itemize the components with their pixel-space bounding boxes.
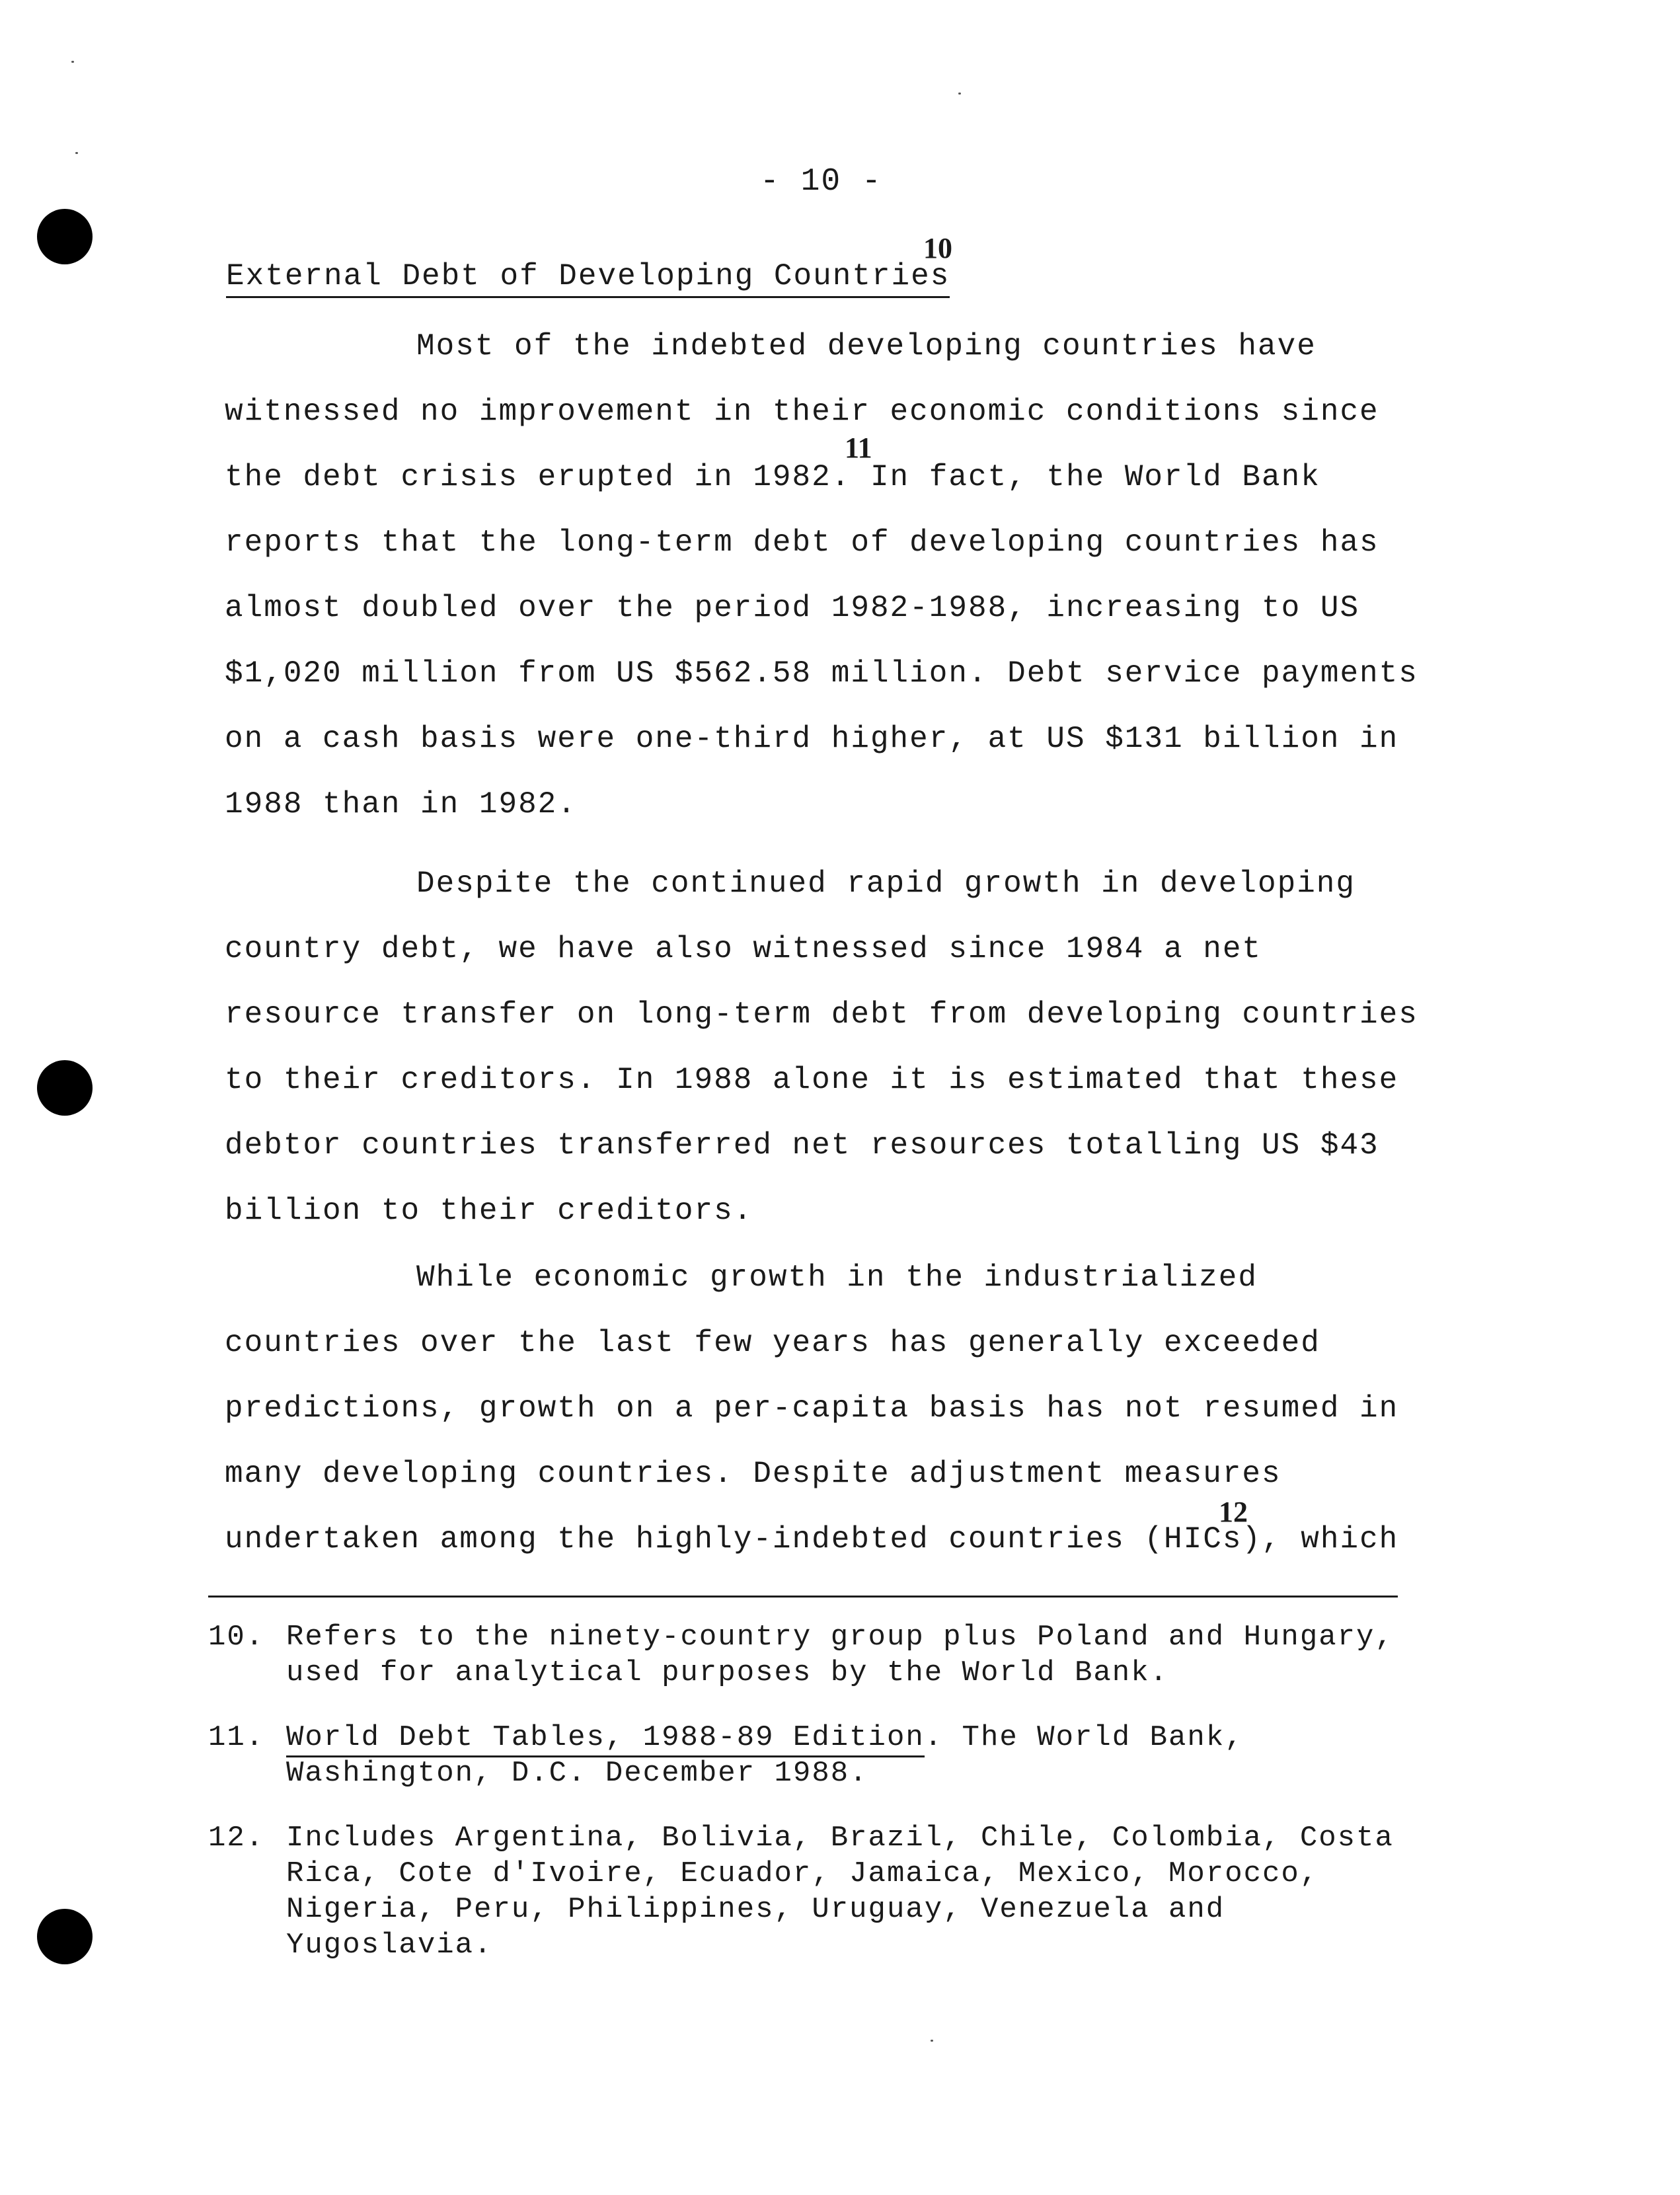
page-number: - 10 - [760, 164, 882, 200]
punch-hole [37, 1060, 93, 1116]
paragraph [225, 851, 1434, 1244]
footnote-number: 11. [208, 1721, 265, 1754]
paragraph [225, 1245, 1434, 1572]
footnotes [208, 1619, 1431, 1992]
footnote-number: 10. [208, 1621, 265, 1654]
footnote-number: 12. [208, 1822, 265, 1855]
scan-speck [931, 2040, 933, 2042]
footnote-text: . The World Bank, Washington, D.C. December 1988. [286, 1721, 1244, 1790]
scan-speck [71, 61, 74, 63]
paragraph-text: which [1281, 1522, 1399, 1557]
scan-speck [75, 152, 78, 154]
footnote-citation-title: World Debt Tables, 1988-89 Edition [286, 1721, 925, 1757]
paragraph [225, 314, 1434, 837]
section-heading: External Debt of Developing Countries [226, 259, 950, 298]
paragraph-text: While economic growth in the industrialized countries over the last few years has generally exceeded predictions, growth on a per-capita basis has not resumed in many developing countries. Despite adjustment measures undertaken among the highly-indebted countries (HICs), [225, 1260, 1399, 1557]
paragraph-text: In fact, the World Bank reports that the long-term debt of developing countries has almost doubled over the period 1982-1988, increasing to US $1,020 million from US $562.58 million. Debt service payments on a cash basis were one-third higher, at US $131 billion in 1988 than in 1982. [225, 460, 1418, 822]
footnote-ref: 10 [923, 232, 952, 264]
footnote-divider [208, 1596, 1398, 1598]
footnote-text: Refers to the ninety-country group plus Poland and Hungary, used for analytical purposes by the World Bank. [286, 1621, 1394, 1689]
punch-hole [37, 209, 93, 264]
punch-hole [37, 1909, 93, 1964]
paragraph-text: Most of the indebted developing countries have witnessed no improvement in their economic conditions since the debt crisis erupted in 1982. [225, 329, 1379, 494]
footnote-ref: 11 [845, 432, 872, 464]
footnote-ref: 12 [1219, 1496, 1248, 1528]
footnote [208, 1619, 1431, 1691]
footnote-text: Includes Argentina, Bolivia, Brazil, Chile, Colombia, Costa Rica, Cote d'Ivoire, Ecuador, Jamaica, Mexico, Morocco, Nigeria, Peru, Philippines, Uruguay, Venezuela and Yugoslavia. [286, 1822, 1394, 1962]
footnote [208, 1720, 1431, 1791]
scan-speck [958, 93, 961, 95]
paragraph-text: Despite the continued rapid growth in developing country debt, we have also witnessed since 1984 a net resource transfer on long-term debt from developing countries to their creditors. In 1988 alone it is estimated that these debtor countries transferred net resources totalling US $43 billion to their creditors. [225, 866, 1418, 1228]
footnote [208, 1820, 1431, 1963]
